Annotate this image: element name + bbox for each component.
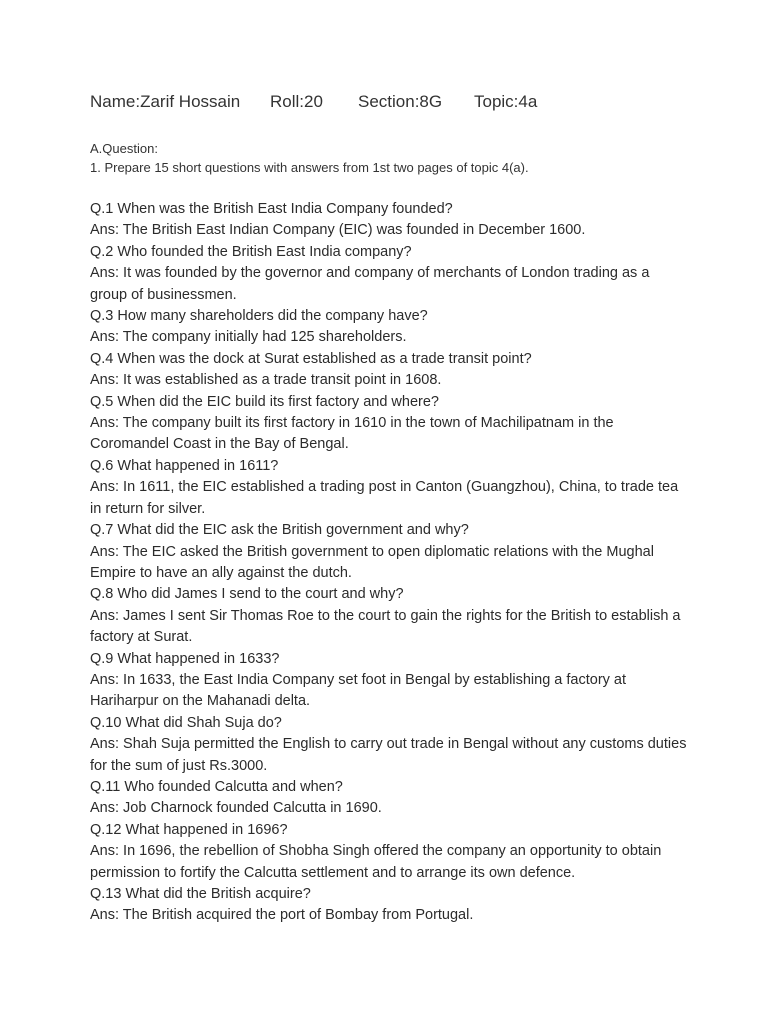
question-1: Q.1 When was the British East India Company founded? [90,201,453,217]
question-6: Q.6 What happened in 1611? [90,457,279,474]
answer-11: Ans: Job Charnock founded Calcutta in 1690. [90,800,382,817]
instruction-text: 1. Prepare 15 short questions with answers from 1st two pages of topic 4(a). [90,160,529,175]
answer-2: Ans: It was founded by the governor and company of merchants of London trading as a group of businessmen. [90,265,650,303]
answer-3: Ans: The company initially had 125 shareholders. [90,329,407,346]
section-heading: A.Question: [90,141,158,156]
question-4: Q.4 When was the dock at Surat established as a trade transit point? [90,350,532,367]
section-label: Section:8G [358,92,443,111]
answer-4: Ans: It was established as a trade transit point in 1608. [90,372,442,389]
answer-8: Ans: James I sent Sir Thomas Roe to the court to gain the rights for the British to establish a factory at Surat. [90,607,681,646]
question-3: Q.3 How many shareholders did the company have? [90,308,428,325]
roll-number: Roll:20 [270,92,323,111]
question-5: Q.5 When did the EIC build its first factory and where? [90,393,439,410]
answer-9: Ans: In 1633, the East India Company set foot in Bengal by establishing a factory at Hariharpur on the Mahanadi delta. [90,671,627,710]
question-13: Q.13 What did the British acquire? [90,886,311,902]
question-10: Q.10 What did Shah Suja do? [90,714,282,731]
qa-list [90,199,690,927]
question-9: Q.9 What happened in 1633? [90,650,280,667]
question-7: Q.7 What did the EIC ask the British government and why? [90,522,469,539]
answer-12: Ans: In 1696, the rebellion of Shobha Singh offered the company an opportunity to obtain permission to fortify the Calcutta settlement and to arrange its own defence. [90,843,662,881]
question-11: Q.11 Who founded Calcutta and when? [90,778,343,795]
answer-6: Ans: In 1611, the EIC established a trading post in Canton (Guangzhou), China, to trade tea in return for silver. [90,479,679,517]
answer-10: Ans: Shah Suja permitted the English to carry out trade in Bengal without any customs duties for the sum of just Rs.3000. [90,736,687,774]
student-name: Name:Zarif Hossain [90,92,241,111]
topic-label: Topic:4a [474,92,538,111]
answer-7: Ans: The EIC asked the British government to open diplomatic relations with the Mughal Empire to have an ally against the dutch. [90,543,654,581]
answer-1: Ans: The British East Indian Company (EIC) was founded in December 1600. [90,222,586,239]
answer-13: Ans: The British acquired the port of Bombay from Portugal. [90,907,474,924]
question-8: Q.8 Who did James I send to the court and why? [90,586,404,603]
question-12: Q.12 What happened in 1696? [90,821,288,838]
question-2: Q.2 Who founded the British East India company? [90,243,412,260]
answer-5: Ans: The company built its first factory in 1610 in the town of Machilipatnam in the Coromandel Coast in the Bay of Bengal. [90,415,614,453]
